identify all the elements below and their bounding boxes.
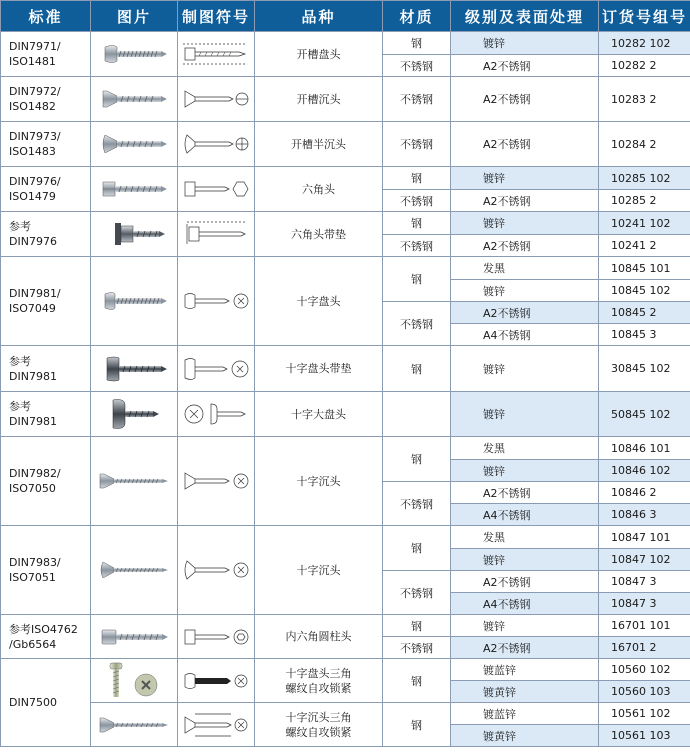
technical-drawing xyxy=(178,77,255,122)
finish-cell: 镀锌 xyxy=(451,346,599,392)
product-name: 十字沉头 xyxy=(255,437,383,526)
screw-photo xyxy=(91,167,178,212)
order-code-cell: 10284 2 xyxy=(599,122,690,167)
finish-cell: 镀锌 xyxy=(451,460,599,482)
screw-photo xyxy=(91,392,178,437)
screw-photo xyxy=(91,437,178,526)
table-row xyxy=(1,77,690,122)
order-code-cell: 30845 102 xyxy=(599,346,690,392)
material-cell: 不锈钢 xyxy=(383,55,451,77)
standard-cell: DIN7973/ ISO1483 xyxy=(1,122,91,167)
table-row xyxy=(1,392,690,437)
countersunk-slot-screw-image xyxy=(99,86,169,112)
material-cell: 钢 xyxy=(383,615,451,637)
phillips-raised-countersunk-screw-image xyxy=(98,557,170,583)
header-finish: 级别及表面处理 xyxy=(451,1,599,32)
standard-cell: DIN7976/ ISO1479 xyxy=(1,167,91,212)
drawing-phillips-raised-countersunk xyxy=(181,555,251,585)
header-product: 品种 xyxy=(255,1,383,32)
finish-cell: 镀锌 xyxy=(451,280,599,302)
material-cell: 不锈钢 xyxy=(383,571,451,615)
order-code-cell: 10845 102 xyxy=(599,280,690,302)
finish-cell: 发黑 xyxy=(451,257,599,280)
drawing-phillips-pan-washer xyxy=(181,354,251,384)
drawing-hex-head xyxy=(181,174,251,204)
screw-photo xyxy=(91,703,178,747)
order-code-cell: 10241 102 xyxy=(599,212,690,235)
order-code-cell: 10560 103 xyxy=(599,681,690,703)
order-code-cell: 10241 2 xyxy=(599,235,690,257)
finish-cell: 发黑 xyxy=(451,526,599,549)
header-standard: 标准 xyxy=(1,1,91,32)
standard-cell: DIN7971/ ISO1481 xyxy=(1,32,91,77)
material-cell: 钢 xyxy=(383,703,451,747)
socket-cap-screw-image xyxy=(98,625,170,649)
order-code-cell: 10847 3 xyxy=(599,593,690,615)
product-name: 六角头带垫 xyxy=(255,212,383,257)
finish-cell: A2不锈钢 xyxy=(451,77,599,122)
material-cell: 钢 xyxy=(383,437,451,482)
pan-head-screw-image xyxy=(99,41,169,67)
material-cell: 钢 xyxy=(383,257,451,302)
header-order-code: 订货号组号 xyxy=(599,1,690,32)
finish-cell: 镀锌 xyxy=(451,615,599,637)
standard-cell: 参考 DIN7981 xyxy=(1,346,91,392)
finish-cell: A2不锈钢 xyxy=(451,122,599,167)
finish-cell: 镀锌 xyxy=(451,212,599,235)
standard-cell: DIN7982/ ISO7050 xyxy=(1,437,91,526)
drawing-phillips-pan xyxy=(181,286,251,316)
finish-cell: 镀锌 xyxy=(451,32,599,55)
screw-photo xyxy=(91,257,178,346)
order-code-cell: 10846 101 xyxy=(599,437,690,460)
phillips-countersunk-screw-image xyxy=(98,468,170,494)
order-code-cell: 10846 102 xyxy=(599,460,690,482)
order-code-cell: 10561 103 xyxy=(599,725,690,747)
order-code-cell: 10285 102 xyxy=(599,167,690,190)
finish-cell: A2不锈钢 xyxy=(451,571,599,593)
order-code-cell: 10845 101 xyxy=(599,257,690,280)
drawing-pan-slot xyxy=(181,39,251,69)
finish-cell: 镀蓝锌 xyxy=(451,703,599,725)
finish-cell: 镀黄锌 xyxy=(451,725,599,747)
product-name: 六角头 xyxy=(255,167,383,212)
table-row xyxy=(1,659,690,681)
drawing-phillips-countersunk xyxy=(181,466,251,496)
finish-cell: A2不锈钢 xyxy=(451,55,599,77)
drawing-thread-forming-countersunk xyxy=(181,710,251,740)
raised-countersunk-screw-image xyxy=(99,131,169,157)
finish-cell: 镀锌 xyxy=(451,392,599,437)
order-code-cell: 10282 102 xyxy=(599,32,690,55)
screw-photo xyxy=(91,212,178,257)
material-cell: 不锈钢 xyxy=(383,190,451,212)
order-code-cell: 10560 102 xyxy=(599,659,690,681)
technical-drawing xyxy=(178,392,255,437)
product-name: 开槽沉头 xyxy=(255,77,383,122)
header-material: 材质 xyxy=(383,1,451,32)
order-code-cell: 10847 102 xyxy=(599,549,690,571)
table-row xyxy=(1,437,690,460)
standard-cell: 参考 DIN7981 xyxy=(1,392,91,437)
order-code-cell: 50845 102 xyxy=(599,392,690,437)
material-cell: 钢 xyxy=(383,526,451,571)
order-code-cell: 10285 2 xyxy=(599,190,690,212)
finish-cell: 镀锌 xyxy=(451,167,599,190)
finish-cell: 发黑 xyxy=(451,437,599,460)
material-cell: 钢 xyxy=(383,659,451,703)
standard-cell: 参考ISO4762 /Gb6564 xyxy=(1,615,91,659)
product-name: 开槽半沉头 xyxy=(255,122,383,167)
finish-cell: A2不锈钢 xyxy=(451,482,599,504)
finish-cell: 镀黄锌 xyxy=(451,681,599,703)
order-code-cell: 10282 2 xyxy=(599,55,690,77)
technical-drawing xyxy=(178,659,255,703)
material-cell: 不锈钢 xyxy=(383,235,451,257)
material-cell: 不锈钢 xyxy=(383,482,451,526)
technical-drawing xyxy=(178,526,255,615)
finish-cell: A2不锈钢 xyxy=(451,302,599,324)
product-name: 十字沉头三角 螺纹自攻锁紧 xyxy=(255,703,383,747)
material-cell: 不锈钢 xyxy=(383,77,451,122)
finish-cell: A4不锈钢 xyxy=(451,593,599,615)
table-row xyxy=(1,703,690,725)
material-cell: 不锈钢 xyxy=(383,637,451,659)
product-name: 开槽盘头 xyxy=(255,32,383,77)
product-name: 十字盘头带垫 xyxy=(255,346,383,392)
technical-drawing xyxy=(178,257,255,346)
technical-drawing xyxy=(178,212,255,257)
finish-cell: A2不锈钢 xyxy=(451,637,599,659)
product-name: 十字盘头 xyxy=(255,257,383,346)
finish-cell: A2不锈钢 xyxy=(451,235,599,257)
standard-cell: 参考 DIN7976 xyxy=(1,212,91,257)
header-drawing: 制图符号 xyxy=(178,1,255,32)
table-row xyxy=(1,346,690,392)
technical-drawing xyxy=(178,122,255,167)
drawing-hex-washer xyxy=(181,219,251,249)
order-code-cell: 16701 101 xyxy=(599,615,690,637)
standard-cell: DIN7981/ ISO7049 xyxy=(1,257,91,346)
product-name: 十字沉头 xyxy=(255,526,383,615)
finish-cell: A4不锈钢 xyxy=(451,324,599,346)
standard-cell: DIN7983/ ISO7051 xyxy=(1,526,91,615)
table-row xyxy=(1,615,690,637)
technical-drawing xyxy=(178,32,255,77)
material-cell: 钢 xyxy=(383,346,451,392)
order-code-cell: 10847 3 xyxy=(599,571,690,593)
screw-photo xyxy=(91,77,178,122)
standard-cell: DIN7972/ ISO1482 xyxy=(1,77,91,122)
screw-photo xyxy=(91,615,178,659)
table-row xyxy=(1,167,690,190)
technical-drawing xyxy=(178,167,255,212)
order-code-cell: 10847 101 xyxy=(599,526,690,549)
material-cell: 不锈钢 xyxy=(383,302,451,346)
standard-cell: DIN7500 xyxy=(1,659,91,747)
screw-photo xyxy=(91,346,178,392)
phillips-pan-washer-screw-image xyxy=(99,354,169,384)
technical-drawing xyxy=(178,346,255,392)
drawing-raised-countersunk xyxy=(181,129,251,159)
header-picture: 图片 xyxy=(91,1,178,32)
technical-drawing xyxy=(178,437,255,526)
material-cell xyxy=(383,392,451,437)
screw-photo xyxy=(91,659,178,703)
drawing-countersunk-slot xyxy=(181,84,251,114)
order-code-cell: 16701 2 xyxy=(599,637,690,659)
table-row xyxy=(1,212,690,235)
screw-photo xyxy=(91,526,178,615)
order-code-cell: 10283 2 xyxy=(599,77,690,122)
phillips-truss-screw-image xyxy=(99,397,169,431)
order-code-cell: 10846 2 xyxy=(599,482,690,504)
thread-forming-countersunk-screw-image xyxy=(98,713,170,737)
product-name: 十字大盘头 xyxy=(255,392,383,437)
drawing-socket-cap xyxy=(181,622,251,652)
material-cell: 不锈钢 xyxy=(383,122,451,167)
technical-drawing xyxy=(178,703,255,747)
order-code-cell: 10846 3 xyxy=(599,504,690,526)
product-name: 十字盘头三角 螺纹自攻锁紧 xyxy=(255,659,383,703)
finish-cell: A4不锈钢 xyxy=(451,504,599,526)
table-row xyxy=(1,32,690,55)
table-row xyxy=(1,526,690,549)
table-row xyxy=(1,122,690,167)
order-code-cell: 10561 102 xyxy=(599,703,690,725)
thread-forming-pan-screw-image xyxy=(94,661,174,701)
header-row xyxy=(1,1,690,32)
screw-photo xyxy=(91,32,178,77)
finish-cell: A2不锈钢 xyxy=(451,190,599,212)
material-cell: 钢 xyxy=(383,32,451,55)
hex-head-screw-image xyxy=(99,176,169,202)
screw-photo xyxy=(91,122,178,167)
technical-drawing xyxy=(178,615,255,659)
hex-washer-screw-image xyxy=(99,217,169,251)
finish-cell: 镀蓝锌 xyxy=(451,659,599,681)
drawing-phillips-truss xyxy=(181,399,251,429)
table-row xyxy=(1,257,690,280)
drawing-thread-forming-pan xyxy=(181,666,251,696)
material-cell: 钢 xyxy=(383,167,451,190)
material-cell: 钢 xyxy=(383,212,451,235)
order-code-cell: 10845 2 xyxy=(599,302,690,324)
order-code-cell: 10845 3 xyxy=(599,324,690,346)
phillips-pan-screw-image xyxy=(99,288,169,314)
product-name: 内六角圆柱头 xyxy=(255,615,383,659)
finish-cell: 镀锌 xyxy=(451,549,599,571)
